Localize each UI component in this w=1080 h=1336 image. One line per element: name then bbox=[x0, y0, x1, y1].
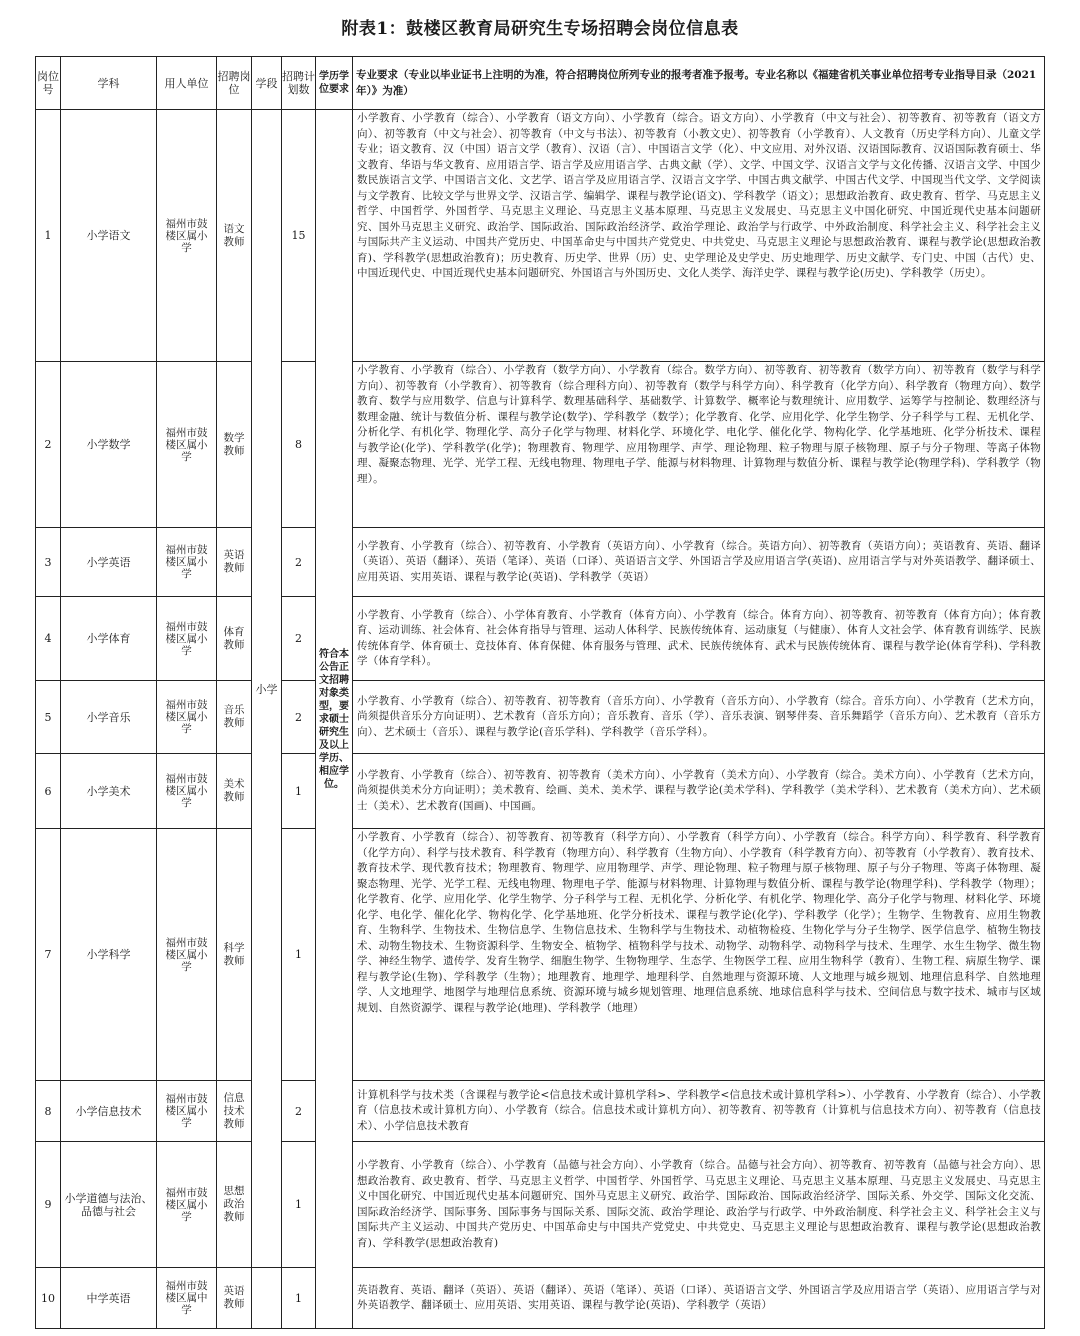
row-count: 2 bbox=[282, 528, 316, 597]
table-row bbox=[36, 681, 1045, 754]
row-count: 2 bbox=[282, 1081, 316, 1142]
row-post: 科学教师 bbox=[217, 829, 252, 1081]
row-requirement: 小学教育、小学教育（综合）、初等教育、初等教育（音乐方向）、小学教育（音乐方向）、小学教育（综合。音乐方向）、小学教育（艺术方向，尚须提供音乐分方向证明）、艺术教育（音乐方向）；音乐教育、音乐（学）、音乐表演、钢琴伴奏、音乐舞蹈学（音乐方向）、艺术教育（音乐方向）、艺术硕士（音乐）、课程与教学论(音乐学科)、学科教学（音乐学科）。 bbox=[353, 681, 1045, 754]
row-requirement: 小学教育、小学教育（综合）、初等教育、初等教育（科学方向）、小学教育（科学方向）、小学教育（综合。科学方向）、科学教育、科学教育（化学方向）、科学与技术教育、科学教育（物理方向）、科学教育（生物方向）、小学教育（科学教育方向）、初等教育（小学教育）、教育技术、教育技术学、现代教育技术；物理教育、物理学、应用物理学、声学、理论物理、粒子物理与原子核物理、原子与分子物理、等离子体物理、凝聚态物理、光学、光学工程、无线电物理、物理电子学、能源与材料物理、计算物理与数值分析、课程与教学论(物理学科)、学科教学（物理）；化学教育、化学、应用化学、化学生物学、分子科学与工程、无机化学、分析化学、有机化学、物理化学、高分子化学与物理、材料化学、环境化学、电化学、催化化学、物构化学、化学基地班、化学分析技术、课程与教学论(化学)、学科教学（化学）；生物学、生物教育、应用生物教育、生物科学、生物技术、生物信息学、生物信息技术、生物科学与生物技术、动植物检疫、生物化学与分子生物学、医学信息学、植物生物技术、动物生物技术、生物资源科学、生物安全、植物学、植物科学与技术、动物学、动物科学、动物科学与技术、生理学、水生生物学、微生物学、神经生物学、遗传学、发育生物学、细胞生物学、生物物理学、生态学、生物医学工程、应用生物科学（教育）、生物工程、病原生物学、课程与教学论(生物)、学科教学（生物）；地理教育、地理学、地理科学、自然地理与资源环境、人文地理与城乡规划、地理信息科学、自然地理学、人文地理学、地图学与地理信息系统、资源环境与城乡规划管理、地理信息系统、地球信息科学与技术、空间信息与数字技术、城市与区域规划、自然资源学、课程与教学论(地理)、学科教学（地理） bbox=[353, 829, 1045, 1081]
header-count: 招聘计划数 bbox=[282, 57, 316, 110]
row-id: 6 bbox=[36, 754, 61, 829]
row-unit: 福州市鼓楼区属小学 bbox=[157, 362, 217, 528]
row-unit: 福州市鼓楼区属小学 bbox=[157, 754, 217, 829]
table-row bbox=[36, 754, 1045, 829]
row-id: 10 bbox=[36, 1268, 61, 1329]
stage-cell: 小学 bbox=[252, 110, 282, 1268]
row-unit: 福州市鼓楼区属小学 bbox=[157, 829, 217, 1081]
header-requirement: 专业要求（专业以毕业证书上注明的为准，符合招聘岗位所列专业的报考者准予报考。专业名称以《福建省机关事业单位招考专业指导目录（2021年）》为准） bbox=[353, 57, 1045, 110]
row-post: 信息技术教师 bbox=[217, 1081, 252, 1142]
row-subject: 小学数学 bbox=[61, 362, 157, 528]
row-requirement: 计算机科学与技术类（含课程与教学论<信息技术或计算机学科>、学科教学<信息技术或计算机学科>）、小学教育、小学教育（综合）、小学教育（信息技术或计算机方向）、小学教育（综合。信息技术或计算机方向）、初等教育、初等教育（计算机与信息技术方向）、初等教育（信息技术）、小学信息技术教育 bbox=[353, 1081, 1045, 1142]
header-unit: 用人单位 bbox=[157, 57, 217, 110]
table-row bbox=[36, 1081, 1045, 1142]
row-count: 1 bbox=[282, 1268, 316, 1329]
header-stage: 学段 bbox=[252, 57, 282, 110]
row-requirement: 小学教育、小学教育（综合）、小学教育（数学方向）、小学教育（综合。数学方向）、初等教育、初等教育（数学方向）、初等教育（数学与科学方向）、初等教育（小学教育）、初等教育（综合理科方向）、初等教育（数学与科学方向）、科学教育（化学方向）、科学教育（物理方向）、数学教育、数学与应用数学、信息与计算科学、数理基础科学、基础数学、计算数学、概率论与数理统计、应用数学、运筹学与控制论、数理经济与数理金融、统计与数值分析、课程与教学论(数学)、学科教学（数学）；化学教育、化学、应用化学、化学生物学、分子科学与工程、无机化学、分析化学、有机化学、物理化学、高分子化学与物理、材料化学、环境化学、电化学、催化化学、物构化学、化学基地班、化学分析技术、课程与教学论(化学)、学科教学(化学)；物理教育、物理学、应用物理学、声学、理论物理、粒子物理与原子核物理、原子与分子物理、等离子体物理、凝聚态物理、光学、光学工程、无线电物理、物理电子学、能源与材料物理、计算物理与数值分析、课程与教学论(物理学科)、学科教学（物理）。 bbox=[353, 362, 1045, 528]
position-table bbox=[35, 56, 1045, 1329]
header-id: 岗位号 bbox=[36, 57, 61, 110]
row-unit: 福州市鼓楼区属小学 bbox=[157, 528, 217, 597]
header-education: 学历学位要求 bbox=[316, 57, 353, 110]
row-unit: 福州市鼓楼区属中学 bbox=[157, 1268, 217, 1329]
row-id: 5 bbox=[36, 681, 61, 754]
row-subject: 小学音乐 bbox=[61, 681, 157, 754]
header-post: 招聘岗位 bbox=[217, 57, 252, 110]
row-count: 1 bbox=[282, 754, 316, 829]
row-post: 思想政治教师 bbox=[217, 1142, 252, 1268]
row-requirement: 小学教育、小学教育（综合）、小学体育教育、小学教育（体育方向）、小学教育（综合。体育方向）、初等教育、初等教育（体育方向）；体育教育、运动训练、社会体育、社会体育指导与管理、运动人体科学、民族传统体育、运动康复（与健康）、体育人文社会学、体育教育训练学、民族传统体育学、体育硕士、竞技体育、体育保健、体育服务与管理、武术、民族传统体育、武术与民族传统体育、课程与教学论(体育学科)、学科教学（体育学科）。 bbox=[353, 597, 1045, 681]
table-row bbox=[36, 110, 1045, 362]
stage-cell-empty bbox=[252, 1268, 282, 1329]
row-unit: 福州市鼓楼区属小学 bbox=[157, 681, 217, 754]
page-title: 附表1：鼓楼区教育局研究生专场招聘会岗位信息表 bbox=[341, 19, 739, 39]
row-subject: 小学美术 bbox=[61, 754, 157, 829]
row-id: 3 bbox=[36, 528, 61, 597]
row-subject: 小学语文 bbox=[61, 110, 157, 362]
header-row bbox=[36, 57, 1045, 110]
row-post: 音乐教师 bbox=[217, 681, 252, 754]
row-unit: 福州市鼓楼区属小学 bbox=[157, 597, 217, 681]
row-post: 英语教师 bbox=[217, 528, 252, 597]
row-count: 2 bbox=[282, 681, 316, 754]
row-subject: 小学科学 bbox=[61, 829, 157, 1081]
table-row bbox=[36, 1268, 1045, 1329]
row-post: 数学教师 bbox=[217, 362, 252, 528]
row-id: 2 bbox=[36, 362, 61, 528]
table-row bbox=[36, 362, 1045, 528]
row-id: 7 bbox=[36, 829, 61, 1081]
row-subject: 中学英语 bbox=[61, 1268, 157, 1329]
row-requirement: 小学教育、小学教育（综合）、初等教育、小学教育（英语方向）、小学教育（综合。英语方向）、初等教育（英语方向）；英语教育、英语、翻译（英语）、英语（翻译）、英语（笔译）、英语（口译）、英语语言文学、外国语言学及应用语言学(英语)、应用语言学与对外英语教学、翻译硕士、应用英语、实用英语、课程与教学论(英语)、学科教学（英语） bbox=[353, 528, 1045, 597]
row-count: 8 bbox=[282, 362, 316, 528]
row-post: 体育教师 bbox=[217, 597, 252, 681]
row-subject: 小学体育 bbox=[61, 597, 157, 681]
row-requirement: 小学教育、小学教育（综合）、初等教育、初等教育（美术方向）、小学教育（美术方向）、小学教育（综合。美术方向）、小学教育（艺术方向，尚须提供美术分方向证明）；美术教育、绘画、美术、美术学、课程与教学论(美术学科)、学科教学（美术学科）、艺术教育（美术方向）、艺术硕士（美术）、艺术教育(国画)、中国画。 bbox=[353, 754, 1045, 829]
row-id: 8 bbox=[36, 1081, 61, 1142]
row-count: 1 bbox=[282, 1142, 316, 1268]
row-count: 1 bbox=[282, 829, 316, 1081]
row-post: 美术教师 bbox=[217, 754, 252, 829]
row-requirement: 小学教育、小学教育（综合）、小学教育（品德与社会方向）、小学教育（综合。品德与社会方向）、初等教育、初等教育（品德与社会方向）、思想政治教育、政史教育、哲学、马克思主义哲学、中国哲学、外国哲学、马克思主义理论、马克思主义基本原理、马克思主义发展史、马克思主义中国化研究、中国近现代史基本问题研究、国外马克思主义研究、政治学、国际政治、国际政治经济学、国际关系、外交学、国际文化交流、国际政治经济学、国际事务、国际事务与国际关系、国际交流、政治学理论、政治学与行政学、中外政治制度、科学社会主义、科学社会主义与国际共产主义运动、中国共产党历史、中国革命史与中国共产党党史、中共党史、马克思主义理论与思想政治教育、课程与教学论(思想政治教育)、学科教学(思想政治教育) bbox=[353, 1142, 1045, 1268]
table-row bbox=[36, 829, 1045, 1081]
row-count: 15 bbox=[282, 110, 316, 362]
table-row bbox=[36, 528, 1045, 597]
row-requirement: 英语教育、英语、翻译（英语）、英语（翻译）、英语（笔译）、英语（口译）、英语语言文学、外国语言学及应用语言学（英语）、应用语言学与对外英语教学、翻译硕士、应用英语、实用英语、课程与教学论(英语)、学科教学（英语） bbox=[353, 1268, 1045, 1329]
row-subject: 小学信息技术 bbox=[61, 1081, 157, 1142]
row-id: 1 bbox=[36, 110, 61, 362]
row-unit: 福州市鼓楼区属小学 bbox=[157, 1142, 217, 1268]
table-row bbox=[36, 1142, 1045, 1268]
row-subject: 小学英语 bbox=[61, 528, 157, 597]
row-id: 9 bbox=[36, 1142, 61, 1268]
education-cell: 符合本公告正文招聘对象类型，要求硕士研究生及以上学历、相应学位。 bbox=[316, 110, 353, 1329]
row-id: 4 bbox=[36, 597, 61, 681]
header-subject: 学科 bbox=[61, 57, 157, 110]
row-unit: 福州市鼓楼区属小学 bbox=[157, 110, 217, 362]
row-post: 英语教师 bbox=[217, 1268, 252, 1329]
row-post: 语文教师 bbox=[217, 110, 252, 362]
row-requirement: 小学教育、小学教育（综合）、小学教育（语文方向）、小学教育（综合。语文方向）、小学教育（中文与社会）、初等教育、初等教育（语文方向）、初等教育（中文与社会）、初等教育（中文与书法）、初等教育（小教文史）、初等教育（小学教育）、人文教育（历史学科方向）、儿童文学专业；语文教育、汉（中国）语言文学（教育）、汉语（言）、中国语言文学（化）、中文应用、对外汉语、汉语国际教育、汉语国际教育硕士、华文教育、华语与华文教育、应用语言学、语言学及应用语言学、古典文献（学）、文学、中国文学、汉语言文学与文化传播、汉语言文学、中国少数民族语言文学、中国语言文化、文艺学、语言学及应用语言学、汉语言文字学、中国古典文献学、中国古代文学、中国现当代文学、文学阅读与文学教育、比较文学与世界文学、汉语言学、编辑学、课程与教学论(语文)、学科教学（语文）；思想政治教育、政史教育、哲学、马克思主义哲学、中国哲学、外国哲学、马克思主义理论、马克思主义基本原理、马克思主义发展史、马克思主义中国化研究、中国近现代史基本问题研究、国外马克思主义研究、政治学、国际政治、国际政治经济学、政治学理论、政治学与行政学、中外政治制度、科学社会主义、科学社会主义与国际共产主义运动、中国共产党历史、中国革命史与中国共产党党史、中共党史、马克思主义理论与思想政治教育、课程与教学论(思想政治教育)、学科教学(思想政治教育)；历史教育、历史学、世界（历）史、史学理论及史学史、历史地理学、历史文献学、专门史、中国（古代）史、中国近现代史、中国近现代史基本问题研究、外国语言与外国历史、文化人类学、海洋史学、课程与教学论(历史)、学科教学（历史）。 bbox=[353, 110, 1045, 362]
table-row bbox=[36, 597, 1045, 681]
row-subject: 小学道德与法治、品德与社会 bbox=[61, 1142, 157, 1268]
row-count: 2 bbox=[282, 597, 316, 681]
row-unit: 福州市鼓楼区属小学 bbox=[157, 1081, 217, 1142]
